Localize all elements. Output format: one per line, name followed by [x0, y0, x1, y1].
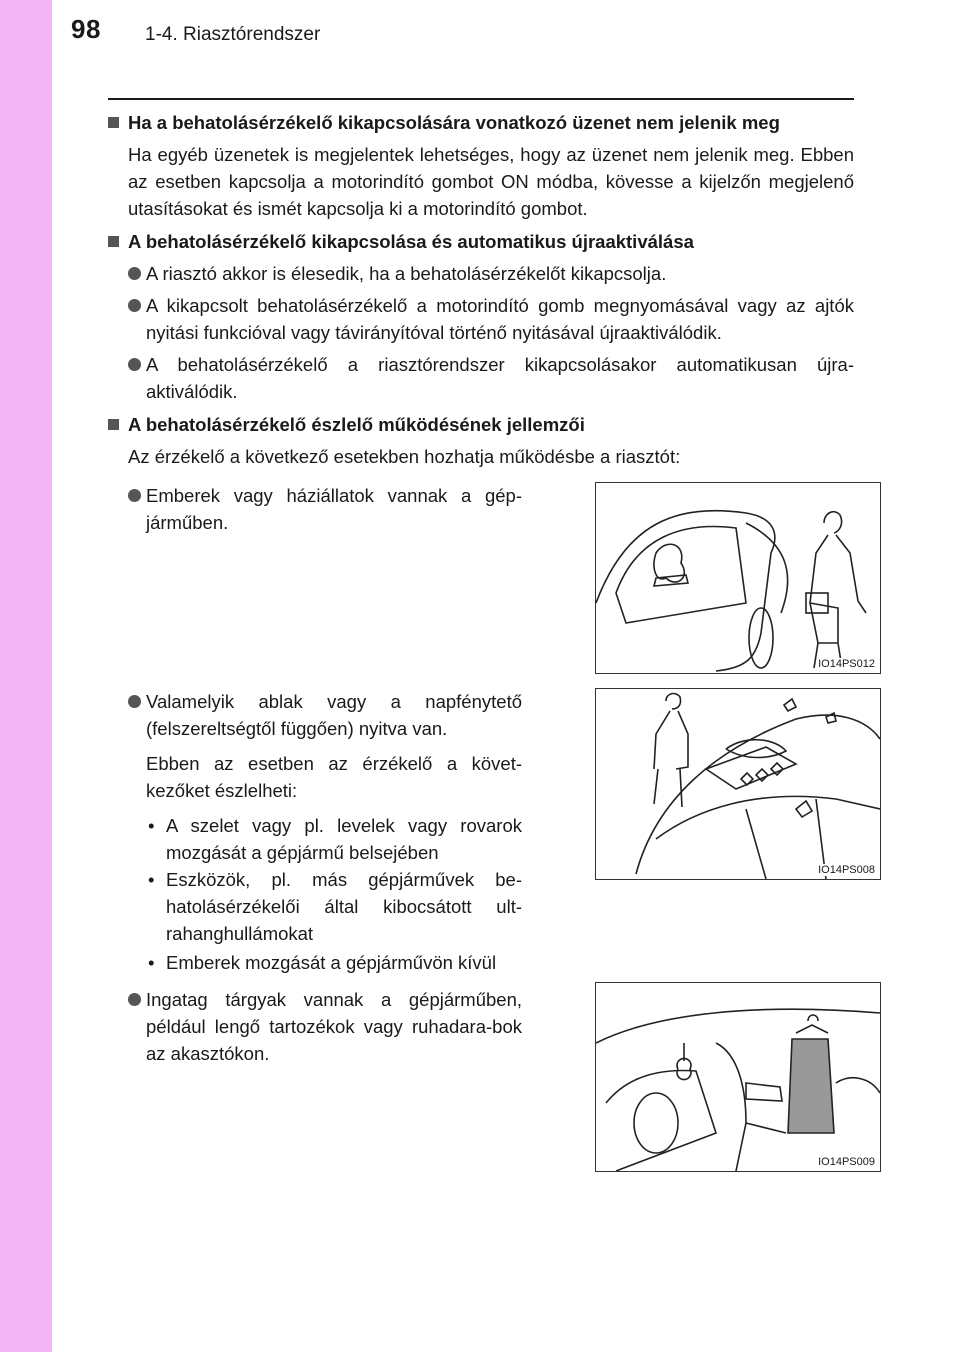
bullet-item [108, 986, 522, 1067]
bullet-dot [128, 358, 141, 371]
hanging-clothes-illustration [596, 983, 880, 1171]
item-people-animals [108, 482, 875, 674]
item-loose-objects [108, 982, 875, 1172]
bullet-text: A kikapcsolt behatolásérzékelő a motorindító gomb megnyomásával vagy az ajtók nyitási funkcióval vagy távirányítóval történő nyitásával újraaktiválódik. [146, 295, 854, 343]
paragraph-detection-intro: Az érzékelő a következő esetekben hozhatja működésbe a riasztót: [128, 446, 681, 467]
bullet-dot [128, 267, 141, 280]
heading-message-not-shown: Ha a behatolásérzékelő kikapcsolására vonatkozó üzenet nem jelenik meg [108, 109, 854, 136]
bullet-dot [128, 299, 141, 312]
bullet-text: A riasztó akkor is élesedik, ha a behatolásérzékelőt kikapcsolja. [146, 263, 667, 284]
figure-code: IO14PS012 [818, 658, 875, 670]
bullet-item [108, 292, 854, 346]
sub-item [108, 949, 854, 976]
heading-reactivation: A behatolásérzékelő kikapcsolása és automatikus újraaktiválása [108, 228, 854, 255]
bullet-item [108, 482, 522, 536]
dog-in-car-illustration [596, 483, 880, 673]
bullet-item [108, 260, 854, 287]
item-window-open [108, 688, 875, 947]
sub-text: Emberek mozgását a gépjárművön kívül [166, 952, 497, 973]
heading-detection-characteristics: A behatolásérzékelő észlelő működésének jellemzői [108, 411, 854, 438]
sub-mark: • [148, 869, 155, 890]
figure-open-sunroof [595, 688, 881, 880]
bullet-item [108, 351, 854, 405]
page-number: 98 [71, 14, 101, 44]
bullet-text: Emberek vagy háziállatok vannak a gép-járműben. [146, 485, 522, 533]
side-color-strip [0, 0, 52, 1352]
sub-mark: • [148, 815, 155, 836]
bullet-dot [128, 993, 141, 1006]
sub-text: Eszközök, pl. más gépjárművek be-hatolásérzékelői által kibocsátott ult-rahanghullámokat [166, 869, 522, 944]
section-title: 1-4. Riasztórendszer [145, 24, 321, 45]
sub-item [108, 812, 522, 866]
paragraph-message-not-shown: Ha egyéb üzenetek is megjelentek lehetséges, hogy az üzenet nem jelenik meg. Ebben az esetben kapcsolja a motorindító gombot ON módba, kövesse a kijelzőn megjelenő utasításokat és ismét kapcsolja ki a motorindító gombot. [128, 144, 854, 219]
sub-text: A szelet vagy pl. levelek vagy rovarok mozgását a gépjármű belsejében [166, 815, 522, 863]
sub-mark: • [148, 952, 155, 973]
note-text: Ebben az esetben az érzékelő a követ-kezőket észlelheti: [146, 753, 522, 801]
bullet-text: A behatolásérzékelő a riasztórendszer kikapcsolásakor automatikusan újra-aktiválódik. [146, 354, 854, 402]
open-sunroof-illustration [596, 689, 880, 879]
bullet-item [108, 688, 522, 742]
page-content [108, 105, 875, 1172]
bullet-text: Ingatag tárgyak vannak a gépjárműben, például lengő tartozékok vagy ruhadara-bok az akasztókon. [146, 989, 522, 1064]
bullet-text: Valamelyik ablak vagy a napfénytető (felszereltségtől függően) nyitva van. [146, 691, 522, 739]
figure-hanging-clothes [595, 982, 881, 1172]
figure-code: IO14PS009 [818, 1156, 875, 1168]
figure-code: IO14PS008 [818, 864, 875, 876]
sub-item [108, 866, 522, 947]
figure-dog-in-car [595, 482, 881, 674]
header-rule [108, 98, 854, 100]
bullet-dot [128, 489, 141, 502]
bullet-dot [128, 695, 141, 708]
